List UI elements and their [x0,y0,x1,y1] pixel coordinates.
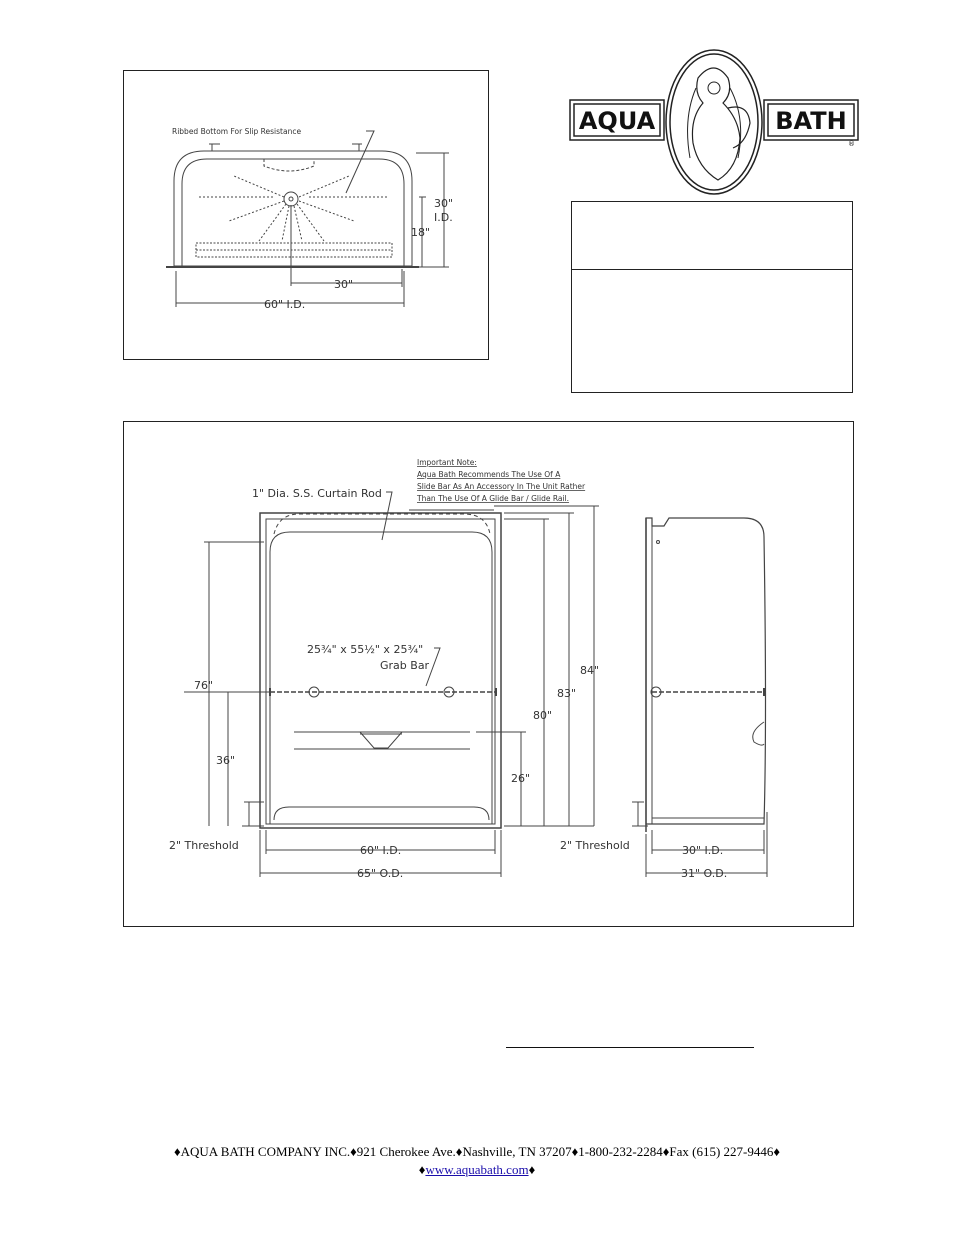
dim-26-label: 26" [511,772,531,785]
logo-word-bath: BATH [775,107,847,135]
note-line-3: Than The Use Of A Glide Bar / Glide Rail. [417,494,570,503]
info-box-divider [572,269,852,270]
aqua-bath-logo [568,48,860,196]
footer-diamond-right: ♦ [528,1162,536,1177]
elevation-drawing [124,422,855,928]
dim-84-label: 84" [580,664,600,677]
dim-30-id-side-label: 30" I.D. [682,844,724,857]
footer-company-line: ♦AQUA BATH COMPANY INC.♦921 Cherokee Ave.♦Nashville, TN 37207♦1-800-232-2284♦Fax (615) 227-9446♦ [174,1144,780,1159]
threshold-right-label: 2" Threshold [560,839,630,852]
dim-60-id-front-label: 60" I.D. [360,844,402,857]
elevation-view-frame [123,421,854,927]
important-note-title: Important Note: [417,458,477,467]
plan-view-frame [123,70,489,360]
grab-bar-size-label: 25¾" x 55½" x 25¾" [307,643,424,656]
info-box [571,201,853,393]
plan-view-drawing [124,71,490,361]
signature-line [506,1047,754,1048]
logo-word-aqua: AQUA [578,107,656,135]
dim-65-od-label: 65" O.D. [357,867,404,880]
note-line-2: Slide Bar As An Accessory In The Unit Rather [417,482,586,491]
dim-18-label: 18" [411,226,431,239]
dim-76-label: 76" [194,679,214,692]
dim-36-label: 36" [216,754,236,767]
registered-mark: ® [848,140,855,148]
curtain-rod-label: 1" Dia. S.S. Curtain Rod [252,487,382,500]
dim-60-id-label: 60" I.D. [264,298,306,311]
dim-30-id-value: 30" [434,197,454,210]
note-line-1: Aqua Bath Recommends The Use Of A [417,470,561,479]
footer-diamond-left: ♦ [418,1162,426,1177]
ribbed-bottom-label: Ribbed Bottom For Slip Resistance [172,127,302,136]
dim-80-label: 80" [533,709,553,722]
dim-83-label: 83" [557,687,577,700]
dim-30-id-unit: I.D. [434,211,453,224]
footer [0,1143,954,1179]
threshold-left-label: 2" Threshold [169,839,239,852]
grab-bar-label: Grab Bar [380,659,430,672]
dim-30-center-label: 30" [334,278,354,291]
website-link[interactable]: www.aquabath.com [425,1162,529,1177]
dim-31-od-label: 31" O.D. [681,867,728,880]
footer-website-line [0,1161,954,1179]
